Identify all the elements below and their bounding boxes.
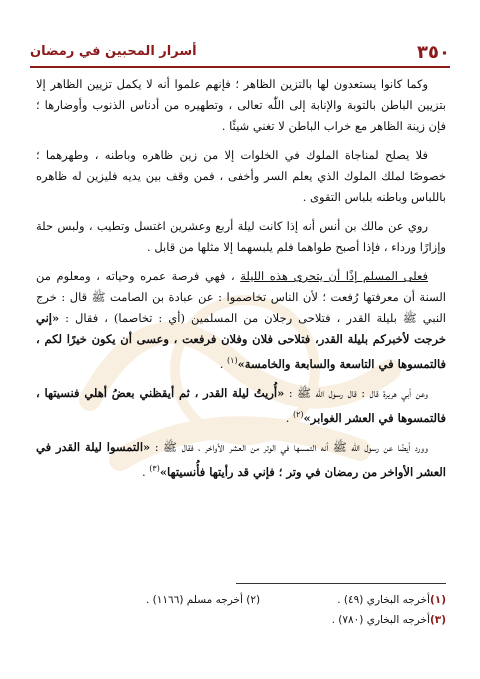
footnote-row	[146, 590, 446, 610]
footnote-2	[146, 590, 260, 610]
page-number: ٣٥٠	[417, 42, 450, 63]
paragraph-5: وعن أبي هريرة قال : قال رسول اللّٰه ﷺ : «أُريتُ ليلة القدر ، ثم أيقظني بعضُ أهلي فنسيتها ، فالتمسوها في العشر الغوابر»$^{(٢)}$ .	[36, 385, 446, 425]
footnote-text: أخرجه مسلم (١١٦٦) .	[146, 594, 243, 606]
paragraph-4-body: ، فهي فرصة عمره وحياته ، ومعلوم من السنة أن معرفتها رُفعت ؛ لأن الناس تخاصموا : عن عبادة بن الصامت ﷺ قال : خرج النبي ﷺ بليلة القدر ، فتلاحى رجلان من المسلمين (أي : تخاصما) ، فقال :	[36, 269, 447, 325]
header-divider	[30, 66, 450, 68]
hadith-quote-1: «إني خرجت لأخبركم بليلة القدر، فتلاحى فلان وفلان فرفعت ، وعسى أن يكون خيرًا لكم ، فالتمسوها في التاسعة والسابعة والخامسة»	[36, 311, 446, 371]
book-title: أسرار المحبين في رمضان	[30, 44, 197, 59]
paragraph-4: فعلى المسلم إذًا أن يتحرى هذه الليلة ، فهي فرصة عمره وحياته ، ومعلوم من السنة أن معرفتها رُفعت ؛ لأن الناس تخاصموا : عن عبادة بن الصامت ﷺ قال : خرج النبي ﷺ بليلة القدر ، فتلاحى رجلان من المسلمين (أي : تخاصما) ، فقال : «إني خرجت لأخبركم بليلة القدر، فتلاحى فلان وفلان فرفعت ، وعسى أن يكون خيرًا لكم ، فالتمسوها في التاسعة والسابعة والخامسة»$^{(١)}$ .	[36, 269, 447, 371]
paragraph-6: وورد أيضًا عن رسول اللّٰه ﷺ أنه التمسها في الوتر من العشر الأواخر ، فقال ﷺ : «التمسوا ليلة القدر في العشر الأواخر من رمضان في وتر ؛ فإني قد رأيتها فأُنسيتها»$^{(٣)}$ .	[36, 439, 446, 479]
paragraph-1: وكما كانوا يستعدون لها بالتزين الظاهر ؛ فإنهم علموا أنه لا يكمل تزيين الظاهر إلا بتزيين الباطن بالتوبة والإنابة إلى اللّٰه تعالى ، وتطهيره من أدناس الذنوب وأوضارها ؛ فإن زينة الظاهر مع خراب الباطن لا تغني شيئًا .	[36, 77, 446, 133]
footnote-text: أخرجه البخاري (٤٩) .	[337, 594, 430, 606]
footnote-number: (٣)	[429, 614, 446, 626]
footnote-3	[36, 610, 446, 630]
footnote-number: (١)	[429, 594, 446, 606]
emphasis-lead: فعلى المسلم إذًا أن يتحرى هذه الليلة	[240, 269, 428, 283]
footnote-ref-2[interactable]: (٢)	[293, 409, 304, 419]
footnote-number: (٢)	[246, 594, 261, 606]
footnote-ref-3[interactable]: (٣)	[149, 463, 160, 473]
main-text	[36, 74, 446, 490]
footnote-1	[337, 590, 446, 610]
paragraph-5-intro: وعن أبي هريرة قال : قال رسول اللّٰه ﷺ :	[288, 385, 429, 400]
paragraph-2: فلا يصلح لمناجاة الملوك في الخلوات إلا من زين ظاهره وباطنه ، وطهرهما ؛ خصوصًا لملك الملوك الذي يعلم السر وأخفى ، فمن وقف بين يديه فليزين له ظاهره باللباس وباطنه بلباس التقوى .	[36, 148, 446, 204]
footnote-divider	[236, 583, 446, 584]
footnote-ref-1[interactable]: (١)	[227, 356, 238, 365]
paragraph-6-intro: وورد أيضًا عن رسول اللّٰه ﷺ أنه التمسها في الوتر من العشر الأواخر ، فقال ﷺ :	[154, 439, 429, 454]
page-header	[30, 42, 450, 66]
footnote-text: أخرجه البخاري (٧٨٠) .	[331, 614, 430, 626]
hadith-quote-3: «التمسوا ليلة القدر في العشر الأواخر من رمضان في وتر ؛ فإني قد رأيتها فأُنسيتها»	[36, 439, 446, 479]
hadith-quote-2: «أُريتُ ليلة القدر ، ثم أيقظني بعضُ أهلي فنسيتها ، فالتمسوها في العشر الغوابر»	[36, 385, 446, 425]
paragraph-3: روي عن مالك بن أنس أنه إذا كانت ليلة أربع وعشرين اغتسل وتطيب ، ولبس حلة وإزارًا ورداء ، فإذا أصبح طواهما فلم يلبسهما إلا مثلها من قابل .	[36, 219, 446, 254]
footnotes	[36, 590, 446, 630]
